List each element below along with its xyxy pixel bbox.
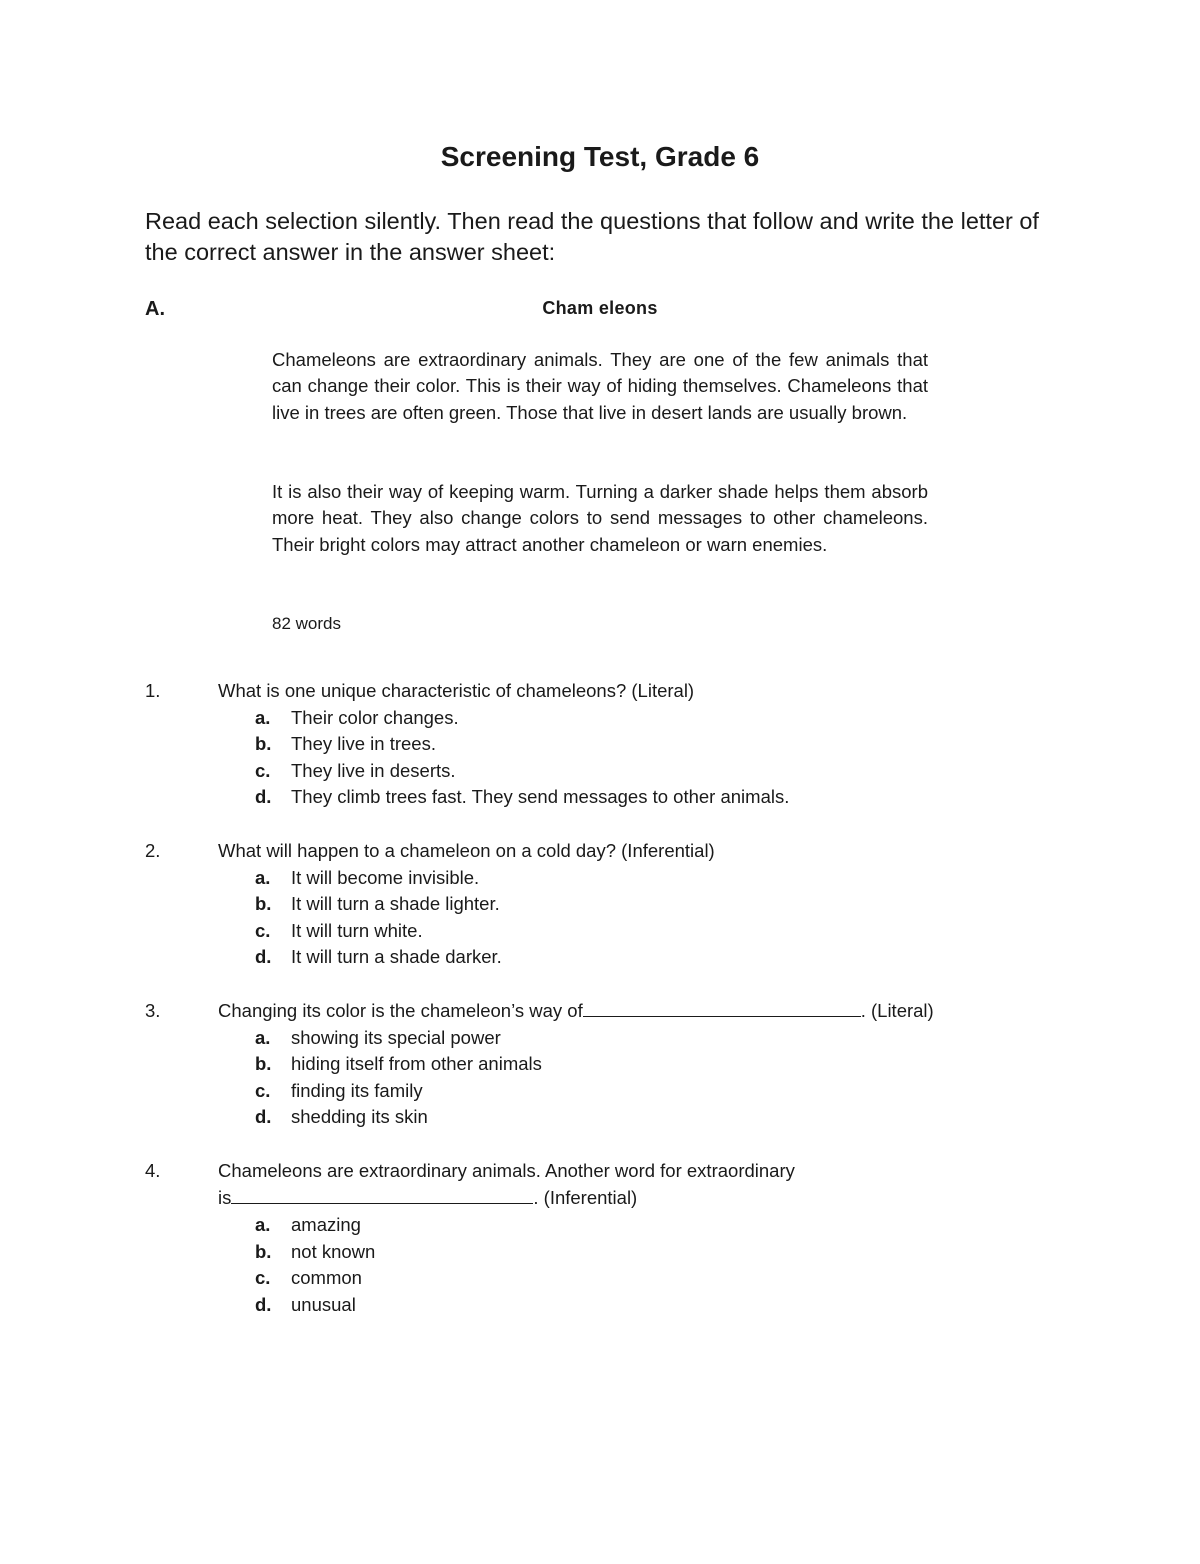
answer-option [0, 784, 1200, 811]
question-text-end: . (Literal) [860, 1000, 934, 1021]
question-text [218, 998, 1058, 1025]
option-letter: c. [255, 1079, 271, 1101]
answer-option [0, 1212, 1200, 1239]
answer-option [0, 1239, 1200, 1266]
answer-option [0, 918, 1200, 945]
option-text: amazing [291, 1214, 361, 1235]
answer-blank [231, 1185, 533, 1204]
answer-option [0, 865, 1200, 892]
option-letter: a. [255, 866, 271, 888]
option-letter: c. [255, 759, 271, 781]
option-letter: b. [255, 1053, 272, 1074]
option-letter: b. [255, 733, 272, 754]
answer-option [0, 1104, 1200, 1131]
option-letter: c. [255, 919, 271, 941]
answer-option [0, 1265, 1200, 1292]
option-text: finding its family [291, 1079, 423, 1101]
section-letter: A. [145, 298, 165, 320]
passage-paragraph: Chameleons are extraordinary animals. They are one of the few animals that can change their color. This is their way of hiding themselves. Chameleons that live in trees are often green. Those that live in desert lands are usually brown. [272, 349, 928, 423]
answer-option [0, 1078, 1200, 1105]
answer-option [0, 1025, 1200, 1052]
option-letter: a. [255, 706, 271, 728]
option-letter: a. [255, 1214, 271, 1235]
answer-option [0, 758, 1200, 785]
question-number: 3. [145, 1000, 161, 1021]
answer-blank [583, 998, 861, 1017]
answer-option [0, 1051, 1200, 1078]
answer-option [0, 1292, 1200, 1319]
option-text: They live in deserts. [291, 759, 456, 781]
option-text: It will become invisible. [291, 866, 480, 888]
question-number: 2. [145, 840, 161, 861]
question-text: What will happen to a chameleon on a cold day? (Inferential) [218, 840, 715, 861]
option-text: They climb trees fast. They send messages to other animals. [291, 786, 790, 807]
question-text-start: is [218, 1186, 232, 1208]
passage-paragraph: It is also their way of keeping warm. Turning a darker shade helps them absorb more heat. They also change colors to send messages to other chameleons. Their bright colors may attract another chameleon or warn enemies. [272, 481, 928, 555]
passage-title: Cham eleons [542, 298, 658, 318]
answer-option [0, 944, 1200, 971]
question-text: What is one unique characteristic of chameleons? (Literal) [218, 680, 695, 701]
answer-option [0, 891, 1200, 918]
option-letter: b. [255, 1240, 272, 1262]
option-letter: b. [255, 893, 272, 914]
option-text: It will turn white. [291, 919, 423, 941]
question-number: 4. [145, 1160, 161, 1181]
instructions: Read each selection silently. Then read the questions that follow and write the letter of the correct answer in the answer sheet: [145, 208, 1039, 265]
option-letter: d. [255, 1106, 272, 1127]
option-text: common [291, 1267, 362, 1288]
option-letter: c. [255, 1267, 271, 1288]
question-text-end: . (Inferential) [533, 1186, 638, 1208]
option-text: hiding itself from other animals [291, 1053, 542, 1074]
option-text: unusual [291, 1293, 356, 1315]
option-text: showing its special power [291, 1026, 501, 1048]
page-title: Screening Test, Grade 6 [440, 141, 760, 172]
option-text: not known [291, 1240, 376, 1262]
answer-option [0, 705, 1200, 732]
option-letter: d. [255, 946, 272, 967]
question-text-line-2 [218, 1185, 1058, 1212]
option-letter: d. [255, 1293, 272, 1315]
option-letter: a. [255, 1026, 271, 1048]
option-letter: d. [255, 786, 272, 807]
question-text: Chameleons are extraordinary animals. Another word for extraordinary [218, 1160, 795, 1181]
question-text-start: Changing its color is the chameleon’s way of [218, 1000, 583, 1021]
option-text: They live in trees. [291, 733, 436, 754]
word-count: 82 words [272, 614, 341, 633]
question-number: 1. [145, 680, 161, 701]
option-text: It will turn a shade darker. [291, 946, 502, 967]
option-text: shedding its skin [291, 1106, 428, 1127]
answer-option [0, 731, 1200, 758]
option-text: It will turn a shade lighter. [291, 893, 500, 914]
option-text: Their color changes. [291, 706, 459, 728]
